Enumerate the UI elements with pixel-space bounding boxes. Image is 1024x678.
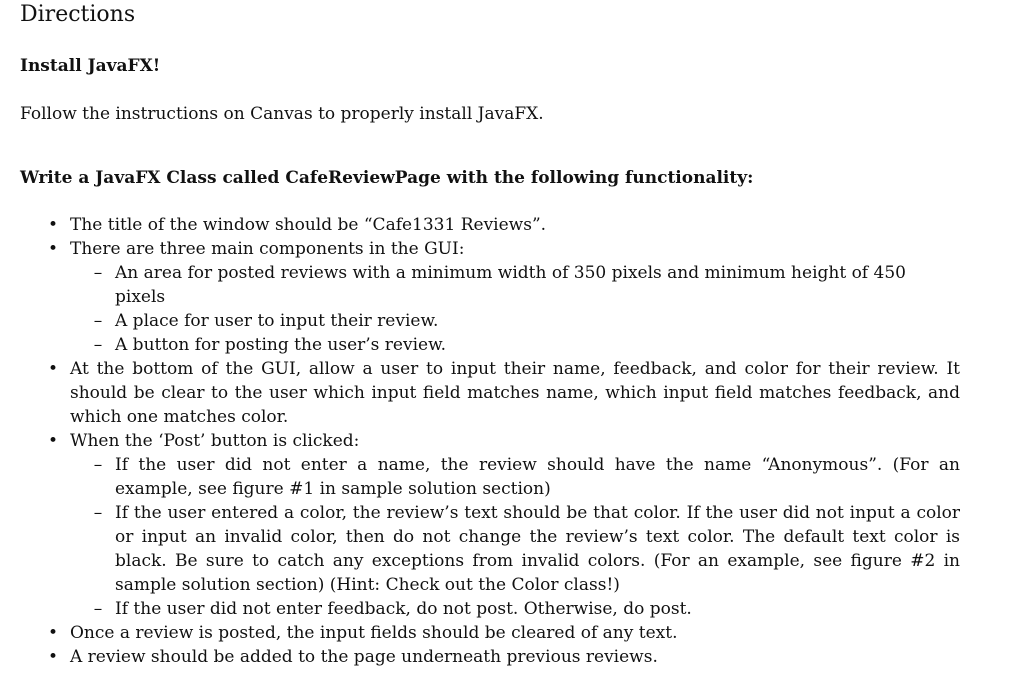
- sub-list-item-text: If the user did not enter feedback, do not post. Otherwise, do post.: [115, 599, 692, 619]
- sub-list-item: [70, 501, 960, 597]
- list-item-text: At the bottom of the GUI, allow a user to input their name, feedback, and color for their review. It should be clear to the user which input field matches name, which input field matches feedback, and which one matches color.: [70, 359, 960, 427]
- sub-list-item-text: If the user did not enter a name, the review should have the name “Anonymous”. (For an example, see figure #1 in sample solution section): [115, 455, 960, 499]
- dash-icon: –: [93, 263, 103, 283]
- sub-list-item-text: A place for user to input their review.: [115, 311, 439, 331]
- sub-list-item: [70, 333, 960, 357]
- sub-list: [70, 453, 960, 621]
- bullet-icon: •: [47, 647, 59, 667]
- dash-icon: –: [93, 503, 103, 523]
- dash-icon: –: [93, 455, 103, 475]
- dash-icon: –: [93, 599, 103, 619]
- list-item: [20, 645, 960, 669]
- sub-list-item-text: A button for posting the user’s review.: [115, 335, 447, 355]
- dash-icon: –: [93, 311, 103, 331]
- list-item-text: There are three main components in the GUI:: [70, 239, 465, 259]
- list-item-text: When the ‘Post’ button is clicked:: [70, 431, 360, 451]
- list-item: [20, 237, 960, 357]
- section-heading-write-class: Write a JavaFX Class called CafeReviewPage with the following functionality:: [20, 168, 754, 188]
- sub-list-item-text: An area for posted reviews with a minimum width of 350 pixels and minimum height of 450 pixels: [115, 263, 906, 307]
- bullet-icon: •: [47, 239, 59, 259]
- page-title: Directions: [20, 2, 136, 27]
- sub-list-item: [70, 261, 960, 309]
- list-item: [20, 357, 960, 429]
- sub-list-item: [70, 309, 960, 333]
- sub-list-item-text: If the user entered a color, the review’s text should be that color. If the user did not input a color or input an invalid color, then do not change the review’s text color. The default text color is black. Be sure to catch any exceptions from invalid colors. (For an example, see figure #2 in sample solution section) (Hint: Check out the Color class!): [115, 503, 960, 595]
- list-item: [20, 621, 960, 645]
- install-instructions-text: Follow the instructions on Canvas to properly install JavaFX.: [20, 104, 544, 124]
- requirements-list: [20, 213, 960, 669]
- bullet-icon: •: [47, 431, 59, 451]
- bullet-icon: •: [47, 215, 59, 235]
- section-heading-install: Install JavaFX!: [20, 56, 161, 76]
- sub-list-item: [70, 597, 960, 621]
- list-item-text: A review should be added to the page underneath previous reviews.: [70, 647, 658, 667]
- list-item: [20, 429, 960, 621]
- bullet-icon: •: [47, 623, 59, 643]
- bullet-icon: •: [47, 359, 59, 379]
- sub-list-item: [70, 453, 960, 501]
- list-item-text: Once a review is posted, the input fields should be cleared of any text.: [70, 623, 678, 643]
- list-item-text: The title of the window should be “Cafe1331 Reviews”.: [70, 215, 547, 235]
- dash-icon: –: [93, 335, 103, 355]
- list-item: [20, 213, 960, 237]
- sub-list: [70, 261, 960, 357]
